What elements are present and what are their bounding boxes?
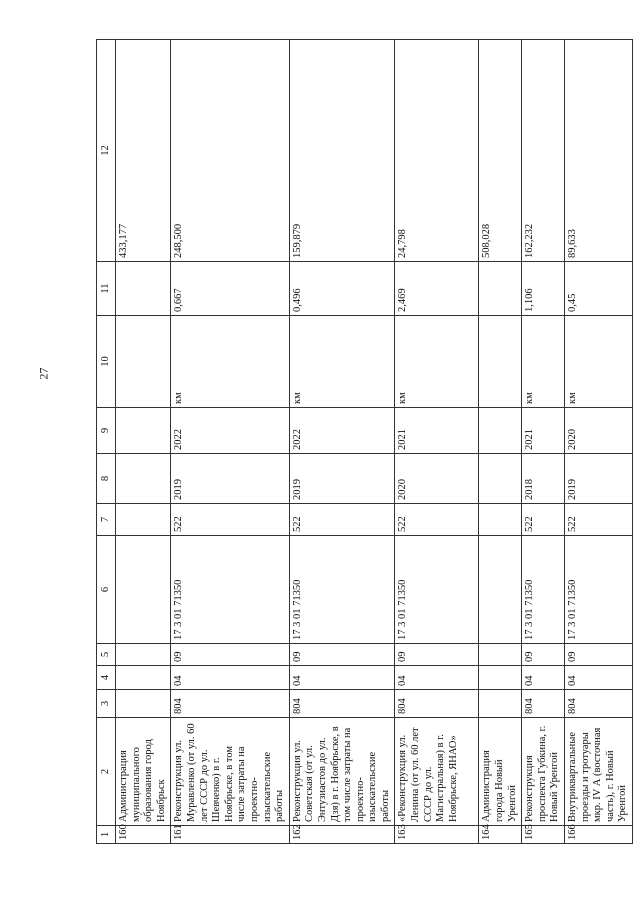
cell-7: 522 [565, 504, 633, 536]
row-number: 163 [395, 826, 479, 844]
rotated-page-area [96, 40, 629, 844]
cell-11 [116, 262, 171, 316]
cell-12: 433,177 [116, 40, 171, 262]
cell-6: 17 3 01 71350 [171, 536, 289, 644]
cell-4: 04 [289, 666, 395, 690]
cell-9: 2020 [565, 408, 633, 454]
cell-4: 04 [395, 666, 479, 690]
cell-8: 2020 [395, 454, 479, 504]
table-sheet [96, 40, 629, 844]
row-number: 164 [479, 826, 522, 844]
cell-10: км [565, 316, 633, 408]
cell-11: 0,45 [565, 262, 633, 316]
object-name: Внутриквартальные проезды и тротуары мкр. IV А (восточная часть), г. Новый Уренгой [565, 718, 633, 826]
header-cell: 7 [97, 504, 116, 536]
cell-5: 09 [171, 644, 289, 666]
row-number: 162 [289, 826, 395, 844]
table-row [395, 40, 479, 844]
cell-9: 2021 [395, 408, 479, 454]
cell-8: 2019 [289, 454, 395, 504]
object-name: Реконструкция ул. Советская (от ул. Энтузиастов до ул. Дзя) в г. Ноябрьске, в том числе затраты на проектно-изыскательские работы [289, 718, 395, 826]
cell-7: 522 [522, 504, 565, 536]
table-row [116, 40, 171, 844]
cell-12: 159,879 [289, 40, 395, 262]
header-row [97, 40, 116, 844]
cell-5: 09 [289, 644, 395, 666]
cell-4: 04 [171, 666, 289, 690]
cell-3: 804 [565, 690, 633, 718]
cell-6: 17 3 01 71350 [395, 536, 479, 644]
cell-8: 2019 [171, 454, 289, 504]
cell-3: 804 [522, 690, 565, 718]
cell-8: 2018 [522, 454, 565, 504]
header-cell: 12 [97, 40, 116, 262]
row-number: 161 [171, 826, 289, 844]
row-number: 160 [116, 826, 171, 844]
cell-8 [479, 454, 522, 504]
page-number: 27 [36, 367, 51, 380]
object-name: Реконструкция ул. Муравленко (от ул. 60 лет СССР до ул. Шевченко) в г. Ноябрьске, в том числе затраты на проектно-изыскательские работы [171, 718, 289, 826]
cell-12: 162,232 [522, 40, 565, 262]
cell-5: 09 [522, 644, 565, 666]
header-cell: 4 [97, 666, 116, 690]
cell-3: 804 [395, 690, 479, 718]
header-cell: 1 [97, 826, 116, 844]
table-row [565, 40, 633, 844]
cell-11: 2,469 [395, 262, 479, 316]
cell-8: 2019 [565, 454, 633, 504]
table-row [289, 40, 395, 844]
cell-5 [479, 644, 522, 666]
row-number: 165 [522, 826, 565, 844]
data-table [96, 39, 633, 844]
cell-11 [479, 262, 522, 316]
object-name: Администрация муниципального образования город Ноябрьск [116, 718, 171, 826]
header-cell: 11 [97, 262, 116, 316]
cell-5: 09 [565, 644, 633, 666]
cell-6 [479, 536, 522, 644]
cell-4: 04 [565, 666, 633, 690]
header-cell: 10 [97, 316, 116, 408]
cell-10: км [289, 316, 395, 408]
header-cell: 3 [97, 690, 116, 718]
cell-10: км [395, 316, 479, 408]
cell-7: 522 [289, 504, 395, 536]
cell-8 [116, 454, 171, 504]
cell-6: 17 3 01 71350 [565, 536, 633, 644]
cell-3 [479, 690, 522, 718]
object-name: Реконструкция проспекта Губкина, г. Новый Уренгой [522, 718, 565, 826]
cell-11: 0,667 [171, 262, 289, 316]
cell-7 [116, 504, 171, 536]
cell-9: 2021 [522, 408, 565, 454]
cell-9: 2022 [171, 408, 289, 454]
header-cell: 6 [97, 536, 116, 644]
cell-5 [116, 644, 171, 666]
cell-7: 522 [171, 504, 289, 536]
table-row [171, 40, 289, 844]
object-name: Администрация города Новый Уренгой [479, 718, 522, 826]
cell-12: 24,798 [395, 40, 479, 262]
cell-6: 17 3 01 71350 [522, 536, 565, 644]
cell-11: 1,106 [522, 262, 565, 316]
cell-10: км [171, 316, 289, 408]
cell-5: 09 [395, 644, 479, 666]
cell-9 [479, 408, 522, 454]
cell-6 [116, 536, 171, 644]
cell-9: 2022 [289, 408, 395, 454]
cell-10 [116, 316, 171, 408]
header-cell: 5 [97, 644, 116, 666]
row-number: 166 [565, 826, 633, 844]
cell-4 [116, 666, 171, 690]
cell-6: 17 3 01 71350 [289, 536, 395, 644]
header-cell: 9 [97, 408, 116, 454]
cell-7 [479, 504, 522, 536]
object-name: «Реконструкция ул. Ленина (от ул. 60 лет СССР до ул. Магистральная) в г. Ноябрьске, ЯНАО» [395, 718, 479, 826]
header-cell: 2 [97, 718, 116, 826]
cell-12: 508,028 [479, 40, 522, 262]
cell-3 [116, 690, 171, 718]
cell-7: 522 [395, 504, 479, 536]
cell-4 [479, 666, 522, 690]
cell-3: 804 [171, 690, 289, 718]
table-row [479, 40, 522, 844]
cell-11: 0,496 [289, 262, 395, 316]
cell-9 [116, 408, 171, 454]
cell-12: 89,633 [565, 40, 633, 262]
cell-10: км [522, 316, 565, 408]
cell-10 [479, 316, 522, 408]
cell-4: 04 [522, 666, 565, 690]
cell-3: 804 [289, 690, 395, 718]
cell-12: 248,500 [171, 40, 289, 262]
table-row [522, 40, 565, 844]
header-cell: 8 [97, 454, 116, 504]
